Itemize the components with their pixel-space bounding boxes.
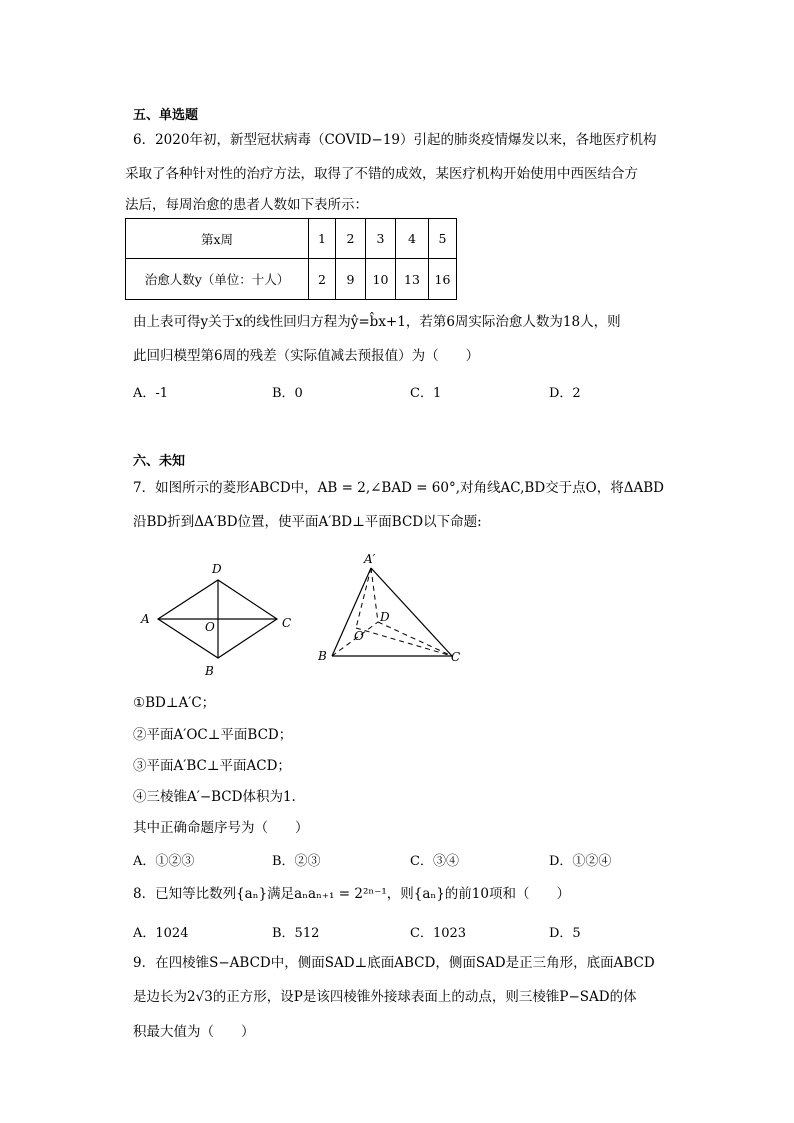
- edge-ab: [332, 568, 371, 656]
- table-row-label-week: 第x周: [126, 219, 309, 259]
- table-row-label-cured: 治愈人数y（单位：十人）: [126, 259, 309, 300]
- table-cell: 13: [396, 259, 429, 300]
- q6-option-a[interactable]: A．-1: [133, 386, 169, 401]
- table-cell: 9: [336, 259, 366, 300]
- label-d: D: [212, 562, 222, 576]
- q7-option-d[interactable]: D．①②④: [549, 854, 612, 869]
- q7-option-c[interactable]: C．③④: [410, 854, 459, 869]
- q6-option-b[interactable]: B．0: [272, 386, 303, 401]
- q8-option-a[interactable]: A．1024: [133, 926, 189, 941]
- q9-text-line3: 积最大值为（ ）: [133, 1024, 255, 1040]
- q6-text-line3: 法后，每周治愈的患者人数如下表所示：: [125, 197, 368, 213]
- table-row: [126, 219, 457, 259]
- q7-option-a[interactable]: A．①②③: [133, 854, 195, 869]
- segment-oc: [356, 628, 452, 656]
- q6-text-line2: 采取了各种针对性的治疗方法，取得了不错的成效，某医疗机构开始使用中西医结合方: [125, 166, 638, 182]
- table-cell: 2: [336, 219, 366, 259]
- table-row: [126, 259, 457, 300]
- label-o: O: [354, 629, 364, 643]
- q8-option-d[interactable]: D．5: [549, 926, 581, 941]
- section-title-unknown: 六、未知: [133, 454, 186, 469]
- label-c: C: [451, 650, 461, 664]
- label-a: A: [141, 612, 150, 626]
- label-o: O: [205, 620, 215, 634]
- q9-text-line2: 是边长为2√3的正方形，设P是该四棱锥外接球表面上的动点，则三棱锥P−SAD的体: [133, 989, 637, 1005]
- q6-text-line5: 此回归模型第6周的残差（实际值减去预报值）为（ ）: [133, 348, 480, 364]
- q7-text-line2: 沿BD折到ΔA′BD位置，使平面A′BD⊥平面BCD以下命题:: [133, 514, 482, 530]
- edge-ad: [371, 568, 378, 622]
- table-cell: 2: [309, 259, 336, 300]
- q8-option-b[interactable]: B．512: [272, 926, 320, 941]
- q6-text-line1: 6．2020年初，新型冠状病毒（COVID−19）引起的肺炎疫情爆发以来，各地医疗机构: [133, 132, 657, 148]
- q7-prompt: 其中正确命题序号为（ ）: [133, 820, 309, 836]
- label-a-prime: A′: [364, 552, 376, 566]
- table-cell: 3: [366, 219, 396, 259]
- q6-text-line4: 由上表可得y关于x的线性回归方程为ŷ=b̂x+1，若第6周实际治愈人数为18人，则: [133, 314, 621, 330]
- q8-option-c[interactable]: C．1023: [410, 926, 467, 941]
- q7-item-3: ③平面A′BC⊥平面ACD；: [133, 758, 291, 774]
- table-cell: 16: [429, 259, 457, 300]
- table-cell: 4: [396, 219, 429, 259]
- q6-data-table: [125, 218, 457, 300]
- section-title-single-choice: 五、单选题: [133, 108, 199, 123]
- table-cell: 1: [309, 219, 336, 259]
- q7-item-1: ①BD⊥A′C；: [133, 695, 216, 711]
- label-c: C: [282, 616, 292, 630]
- table-cell: 5: [429, 219, 457, 259]
- table-cell: 10: [366, 259, 396, 300]
- tetrahedron-figure: [312, 548, 472, 673]
- q7-item-4: ④三棱锥A′−BCD体积为1.: [133, 789, 296, 805]
- q7-item-2: ②平面A′OC⊥平面BCD；: [133, 727, 293, 743]
- edge-dc: [378, 622, 452, 656]
- label-d: D: [380, 610, 390, 624]
- label-b: B: [205, 664, 214, 678]
- q7-option-b[interactable]: B．②③: [272, 854, 321, 869]
- label-b: B: [318, 649, 327, 663]
- q7-text-line1: 7．如图所示的菱形ABCD中，AB = 2,∠BAD = 60°,对角线AC,BD交于点O，将ΔABD: [133, 480, 664, 496]
- q9-text-line1: 9．在四棱锥S−ABCD中，侧面SAD⊥底面ABCD，侧面SAD是正三角形，底面ABCD: [133, 955, 655, 971]
- q6-option-d[interactable]: D．2: [549, 386, 581, 401]
- q8-text-line1: 8．已知等比数列{aₙ}满足aₙaₙ₊₁ = 2²ⁿ⁻¹，则{aₙ}的前10项和（ ）: [133, 886, 570, 902]
- q6-option-c[interactable]: C．1: [410, 386, 442, 401]
- rhombus-figure: [135, 555, 300, 680]
